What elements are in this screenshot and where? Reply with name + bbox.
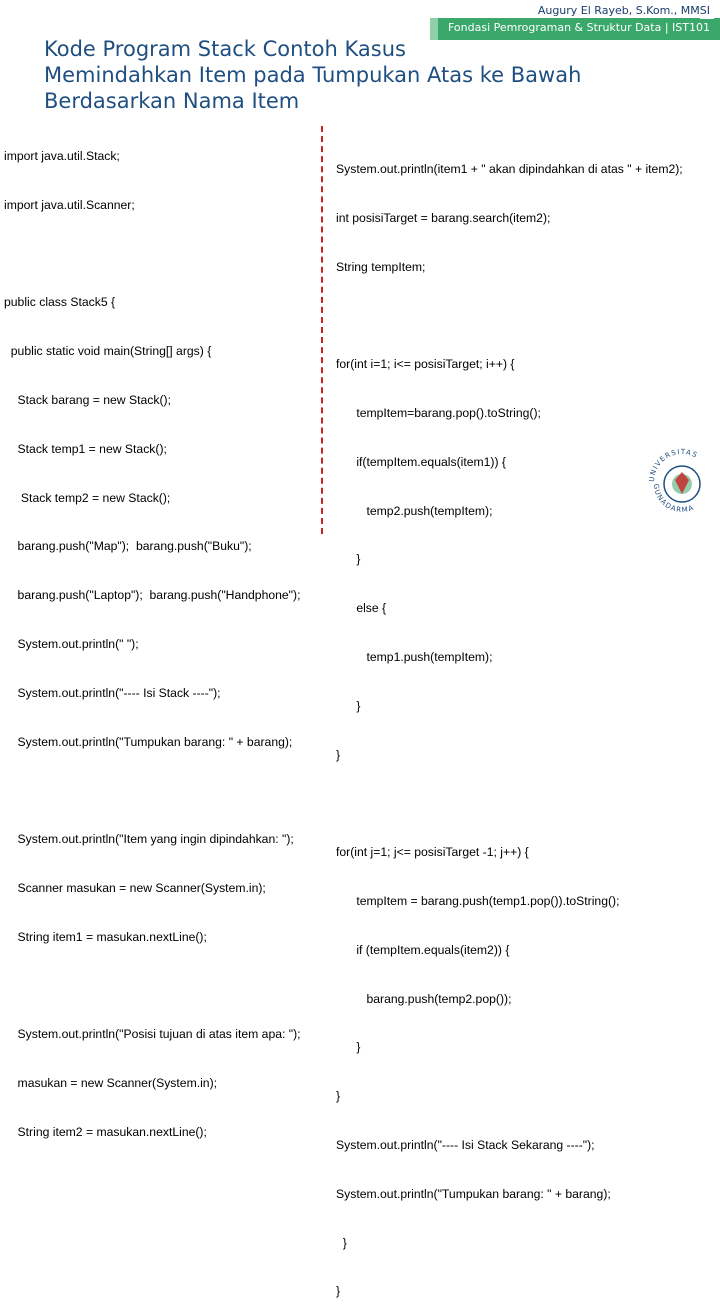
code-line: public static void main(String[] args) {: [4, 344, 212, 359]
right-code-block: [336, 131, 683, 1316]
code-line: Stack barang = new Stack();: [4, 392, 171, 407]
code-line: System.out.println("Tumpukan barang: " + barang);: [336, 1186, 611, 1201]
code-line: tempItem = barang.push(temp1.pop()).toString();: [336, 893, 620, 908]
code-line: temp2.push(tempItem);: [336, 503, 493, 518]
code-line: System.out.println(item1 + " akan dipindahkan di atas " + item2);: [336, 162, 683, 176]
code-line: System.out.println(" ");: [4, 636, 139, 651]
code-line: [4, 976, 301, 997]
code-line: String item1 = masukan.nextLine();: [4, 929, 207, 944]
title-line-1: Kode Program Stack Contoh Kasus: [44, 37, 406, 61]
code-line: System.out.println("Tumpukan barang: " + barang);: [4, 734, 293, 749]
course-label: Fondasi Pemrograman & Struktur Data | IST101: [448, 21, 710, 34]
code-line: masukan = new Scanner(System.in);: [4, 1076, 218, 1091]
code-line: import java.util.Stack;: [4, 149, 120, 163]
code-line: barang.push("Laptop"); barang.push("Handphone");: [4, 588, 301, 603]
code-line: }: [336, 747, 341, 762]
svg-text:GUNADARMA: GUNADARMA: [651, 483, 696, 515]
code-line: }: [336, 1089, 341, 1104]
code-line: public class Stack5 {: [4, 295, 116, 310]
university-logo: [642, 432, 718, 532]
svg-text:UNIVERSITAS: UNIVERSITAS: [647, 447, 700, 483]
code-line: String tempItem;: [336, 259, 426, 274]
code-line: Scanner masukan = new Scanner(System.in);: [4, 880, 266, 895]
code-line: }: [336, 698, 361, 713]
code-line: if (tempItem.equals(item2)) {: [336, 942, 510, 957]
code-line: }: [336, 1040, 361, 1055]
author-credit: Augury El Rayeb, S.Kom., MMSI: [537, 4, 710, 17]
code-line: import java.util.Scanner;: [4, 197, 135, 212]
code-line: [4, 780, 301, 801]
code-line: barang.push("Map"); barang.push("Buku");: [4, 539, 252, 554]
code-line: [4, 244, 301, 265]
code-line: System.out.println("---- Isi Stack Sekarang ----");: [336, 1137, 595, 1152]
code-line: else {: [336, 601, 387, 616]
code-line: if(tempItem.equals(item1)) {: [336, 454, 507, 469]
code-line: tempItem=barang.pop().toString();: [336, 405, 541, 420]
code-line: for(int i=1; i<= posisiTarget; i++) {: [336, 357, 515, 372]
code-line: }: [336, 1284, 341, 1299]
code-line: String item2 = masukan.nextLine();: [4, 1124, 207, 1139]
code-line: Stack temp2 = new Stack();: [4, 490, 171, 505]
code-line: [336, 793, 683, 814]
code-line: Stack temp1 = new Stack();: [4, 441, 167, 456]
slide-title: [44, 36, 664, 114]
code-line: temp1.push(tempItem);: [336, 649, 493, 664]
code-line: }: [336, 1235, 347, 1250]
title-line-2: Memindahkan Item pada Tumpukan Atas ke Bawah: [44, 63, 582, 87]
code-line: }: [336, 552, 361, 567]
left-code-block: [4, 118, 301, 1157]
code-line: System.out.println("---- Isi Stack ----");: [4, 685, 221, 700]
code-line: [336, 305, 683, 326]
header-corner-line: [700, 18, 714, 19]
column-divider: [321, 126, 323, 534]
code-line: int posisiTarget = barang.search(item2);: [336, 210, 551, 225]
code-line: System.out.println("Posisi tujuan di atas item apa: ");: [4, 1027, 301, 1042]
code-line: for(int j=1; j<= posisiTarget -1; j++) {: [336, 845, 529, 860]
code-line: System.out.println("Item yang ingin dipindahkan: ");: [4, 832, 294, 847]
code-line: barang.push(temp2.pop());: [336, 991, 512, 1006]
title-line-3: Berdasarkan Nama Item: [44, 89, 300, 113]
